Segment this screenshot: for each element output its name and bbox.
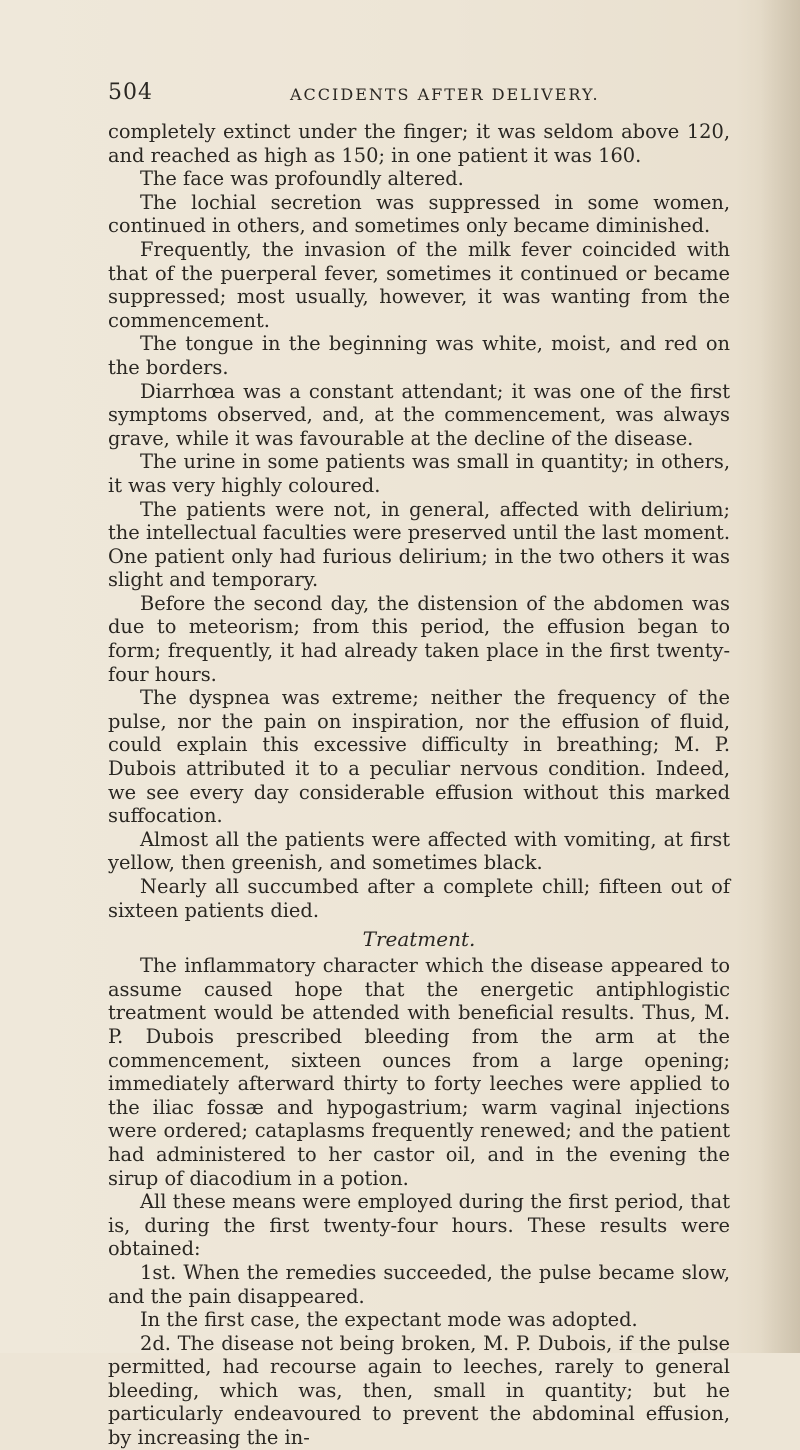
paragraph: All these means were employed during the first period, that is, during the first twenty-four hours. These results were obtained: — [108, 1190, 730, 1261]
paragraph: The tongue in the beginning was white, moist, and red on the borders. — [108, 332, 730, 379]
paragraph: The dyspnea was extreme; neither the frequency of the pulse, nor the pain on inspiration, nor the effusion of fluid, could explain this excessive difficulty in breathing; M. P. Dubois attributed it to a peculiar nervous condition. Indeed, we see every day considerable effusion without this marked suffocation. — [108, 686, 730, 828]
paragraph: The lochial secretion was suppressed in some women, continued in others, and sometimes only became diminished. — [108, 190, 730, 238]
running-head: ACCIDENTS AFTER DELIVERY. — [290, 85, 600, 104]
paragraph: The patients were not, in general, affected with delirium; the intellectual faculties were preserved until the last moment. One patient only had furious delirium; in the two others it was slight and temporary. — [108, 497, 730, 592]
paragraph: The urine in some patients was small in quantity; in others, it was very highly coloured. — [108, 450, 730, 497]
section-heading-treatment: Treatment. — [362, 927, 476, 952]
page-header — [108, 80, 728, 110]
body-text — [108, 120, 730, 1450]
paragraph: Before the second day, the distension of the abdomen was due to meteorism; from this period, the effusion began to form; frequently, it had already taken place in the first twenty-four hours. — [108, 591, 730, 686]
paragraph: 1st. When the remedies succeeded, the pulse became slow, and the pain disappeared. — [108, 1260, 730, 1308]
paragraph: Almost all the patients were affected with vomiting, at first yellow, then greenish, and sometimes black. — [108, 827, 730, 875]
paragraph: In the first case, the expectant mode was adopted. — [140, 1308, 638, 1332]
page-edge-shadow — [760, 0, 800, 1353]
paragraph: The face was profoundly altered. — [140, 167, 464, 191]
paragraph: 2d. The disease not being broken, M. P. Dubois, if the pulse permitted, had recourse again to leeches, rarely to general bleeding, which was, then, small in quantity; but he particularly endeavoured to prevent the abdominal effusion, by increasing the in- — [108, 1331, 730, 1450]
paragraph: The inflammatory character which the disease appeared to assume caused hope that the energetic antiphlogistic treatment would be attended with beneficial results. Thus, M. P. Dubois prescribed bleeding from the arm at the commencement, sixteen ounces from a large opening; immediately afterward thirty to forty leeches were applied to the iliac fossæ and hypogastrium; warm vaginal injections were ordered; cataplasms frequently renewed; and the patient had administered to her castor oil, and in the evening the sirup of diacodium in a potion. — [108, 954, 730, 1190]
paragraph: Nearly all succumbed after a complete chill; fifteen out of sixteen patients died. — [108, 875, 730, 922]
paragraph: Diarrhœa was a constant attendant; it was one of the first symptoms observed, and, at the commencement, was always grave, while it was favourable at the decline of the disease. — [108, 379, 730, 450]
paragraph: completely extinct under the finger; it was seldom above 120, and reached as high as 150; in one patient it was 160. — [108, 120, 730, 167]
page-number: 504 — [108, 80, 153, 105]
paragraph: Frequently, the invasion of the milk fever coincided with that of the puerperal fever, sometimes it continued or became suppressed; most usually, however, it was wanting from the commencement. — [108, 237, 730, 332]
